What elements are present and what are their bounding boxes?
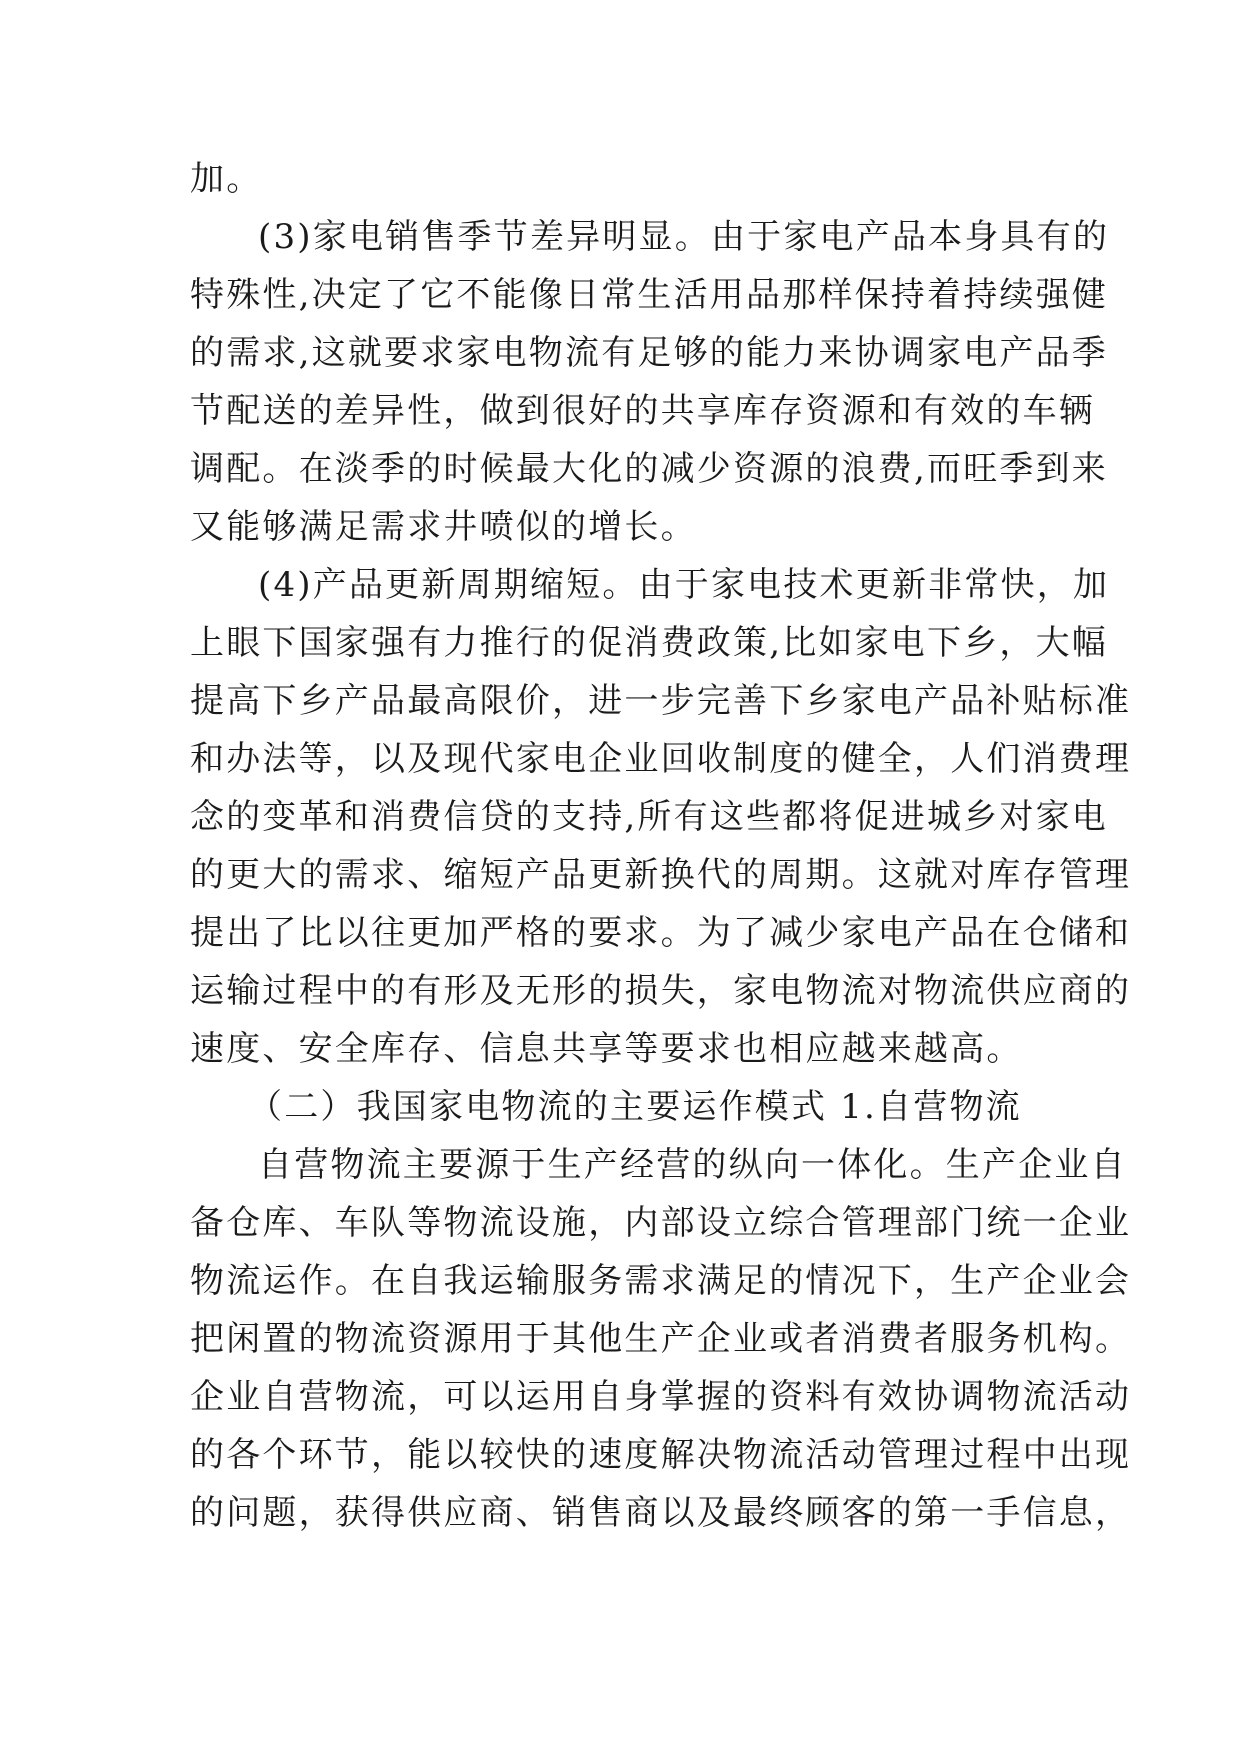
text-line: 运输过程中的有形及无形的损失，家电物流对物流供应商的 [190, 971, 1132, 1011]
text-line: 备仓库、车队等物流设施，内部设立综合管理部门统一企业 [190, 1203, 1132, 1243]
text-line: 调配。在淡季的时候最大化的减少资源的浪费,而旺季到来 [190, 449, 1109, 489]
text-line: 特殊性,决定了它不能像日常生活用品那样保持着持续强健 [190, 275, 1109, 315]
body-text [190, 150, 1132, 1542]
text-line: 把闲置的物流资源用于其他生产企业或者消费者服务机构。 [190, 1319, 1132, 1359]
paragraph-4-start: (4)产品更新周期缩短。由于家电技术更新非常快，加 [258, 565, 1110, 605]
text-line: 的各个环节，能以较快的速度解决物流活动管理过程中出现 [190, 1435, 1132, 1475]
text-line: 的更大的需求、缩短产品更新换代的周期。这就对库存管理 [190, 855, 1132, 895]
section-heading: （二）我国家电物流的主要运作模式 1.自营物流 [248, 1087, 1022, 1127]
paragraph-3-start: (3)家电销售季节差异明显。由于家电产品本身具有的 [258, 217, 1110, 257]
text-line: 提出了比以往更加严格的要求。为了减少家电产品在仓储和 [190, 913, 1132, 953]
text-line: 企业自营物流，可以运用自身掌握的资料有效协调物流活动 [190, 1377, 1132, 1417]
text-line: 速度、安全库存、信息共享等要求也相应越来越高。 [190, 1029, 1023, 1069]
text-line: 又能够满足需求井喷似的增长。 [190, 507, 697, 547]
text-line: 物流运作。在自我运输服务需求满足的情况下，生产企业会 [190, 1261, 1132, 1301]
text-line: 的问题，获得供应商、销售商以及最终顾客的第一手信息， [190, 1493, 1132, 1533]
text-line: 念的变革和消费信贷的支持,所有这些都将促进城乡对家电 [190, 797, 1109, 837]
text-line: 节配送的差异性，做到很好的共享库存资源和有效的车辆 [190, 391, 1095, 431]
paragraph-self-operated-start: 自营物流主要源于生产经营的纵向一体化。生产企业自 [258, 1145, 1127, 1185]
text-line: 的需求,这就要求家电物流有足够的能力来协调家电产品季 [190, 333, 1109, 373]
text-line: 上眼下国家强有力推行的促消费政策,比如家电下乡，大幅 [190, 623, 1109, 663]
text-line: 加。 [190, 159, 263, 199]
text-line: 和办法等，以及现代家电企业回收制度的健全，人们消费理 [190, 739, 1132, 779]
text-line: 提高下乡产品最高限价，进一步完善下乡家电产品补贴标准 [190, 681, 1132, 721]
